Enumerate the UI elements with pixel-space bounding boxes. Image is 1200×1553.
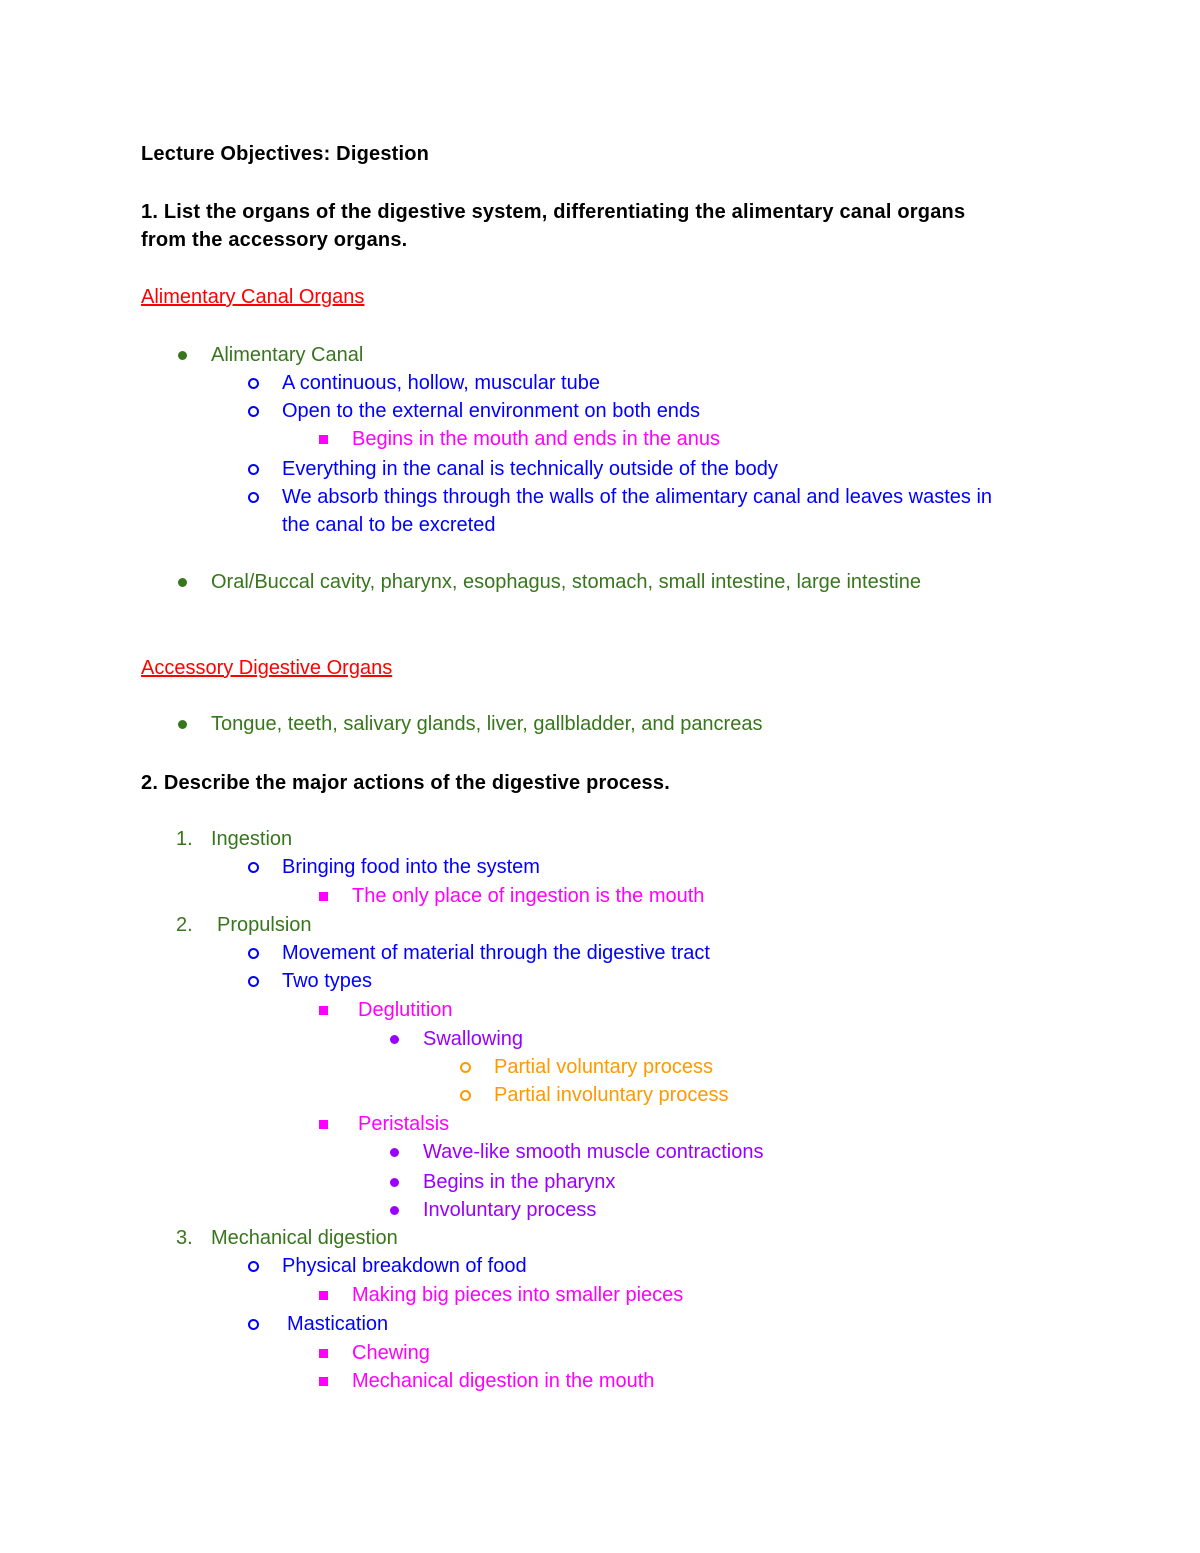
- list-item: Everything in the canal is technically outside of the body: [282, 458, 778, 480]
- bullet-ring-icon: [460, 1062, 471, 1073]
- bullet-dot-icon: [390, 1206, 399, 1215]
- bullet-dot-icon: [390, 1148, 399, 1157]
- list-item-continuation: the canal to be excreted: [282, 514, 496, 536]
- list-item: Propulsion: [217, 914, 312, 936]
- bullet-square-icon: [319, 1377, 328, 1386]
- bullet-ring-icon: [248, 378, 259, 389]
- list-item: Mastication: [287, 1313, 389, 1335]
- document-title: Lecture Objectives: Digestion: [141, 143, 430, 165]
- list-item: Involuntary process: [423, 1199, 597, 1221]
- list-item: Deglutition: [358, 999, 453, 1021]
- bullet-dot-icon: [178, 578, 187, 587]
- alimentary-heading: Alimentary Canal Organs: [141, 286, 365, 308]
- list-item: Partial involuntary process: [494, 1084, 729, 1106]
- list-item: Oral/Buccal cavity, pharynx, esophagus, stomach, small intestine, large intestine: [211, 571, 921, 593]
- list-number: 2.: [176, 914, 193, 936]
- objective-2: 2. Describe the major actions of the digestive process.: [141, 772, 670, 794]
- list-item: Movement of material through the digestive tract: [282, 942, 710, 964]
- bullet-square-icon: [319, 1349, 328, 1358]
- bullet-ring-icon: [248, 464, 259, 475]
- list-item: Two types: [282, 970, 373, 992]
- bullet-ring-icon: [248, 948, 259, 959]
- list-item: Alimentary Canal: [211, 344, 364, 366]
- objective-1-line-2: from the accessory organs.: [141, 229, 408, 251]
- accessory-heading: Accessory Digestive Organs: [141, 657, 393, 679]
- bullet-dot-icon: [390, 1035, 399, 1044]
- list-item: Mechanical digestion: [211, 1227, 398, 1249]
- list-item: Peristalsis: [358, 1113, 450, 1135]
- objective-1-line-1: 1. List the organs of the digestive system, differentiating the alimentary canal organs: [141, 201, 966, 223]
- list-item: Making big pieces into smaller pieces: [352, 1284, 684, 1306]
- list-item: Begins in the pharynx: [423, 1171, 616, 1193]
- bullet-square-icon: [319, 1120, 328, 1129]
- list-item: Wave-like smooth muscle contractions: [423, 1141, 764, 1163]
- list-item: Physical breakdown of food: [282, 1255, 527, 1277]
- list-item: We absorb things through the walls of the alimentary canal and leaves wastes in: [282, 486, 993, 508]
- list-item: Swallowing: [423, 1028, 524, 1050]
- list-item: Mechanical digestion in the mouth: [352, 1370, 655, 1392]
- list-item: Begins in the mouth and ends in the anus: [352, 428, 721, 450]
- bullet-ring-icon: [248, 862, 259, 873]
- list-item: Bringing food into the system: [282, 856, 540, 878]
- list-number: 3.: [176, 1227, 193, 1249]
- bullet-ring-icon: [248, 1319, 259, 1330]
- bullet-square-icon: [319, 1291, 328, 1300]
- bullet-square-icon: [319, 435, 328, 444]
- list-item: Ingestion: [211, 828, 293, 850]
- list-item: Chewing: [352, 1342, 430, 1364]
- list-number: 1.: [176, 828, 193, 850]
- bullet-square-icon: [319, 1006, 328, 1015]
- bullet-ring-icon: [460, 1090, 471, 1101]
- bullet-dot-icon: [178, 720, 187, 729]
- bullet-ring-icon: [248, 1261, 259, 1272]
- list-item: Tongue, teeth, salivary glands, liver, gallbladder, and pancreas: [211, 713, 763, 735]
- list-item: The only place of ingestion is the mouth: [352, 885, 705, 907]
- list-item: Partial voluntary process: [494, 1056, 713, 1078]
- bullet-ring-icon: [248, 492, 259, 503]
- bullet-dot-icon: [390, 1178, 399, 1187]
- list-item: A continuous, hollow, muscular tube: [282, 372, 600, 394]
- bullet-ring-icon: [248, 976, 259, 987]
- bullet-dot-icon: [178, 351, 187, 360]
- bullet-ring-icon: [248, 406, 259, 417]
- list-item: Open to the external environment on both ends: [282, 400, 701, 422]
- bullet-square-icon: [319, 892, 328, 901]
